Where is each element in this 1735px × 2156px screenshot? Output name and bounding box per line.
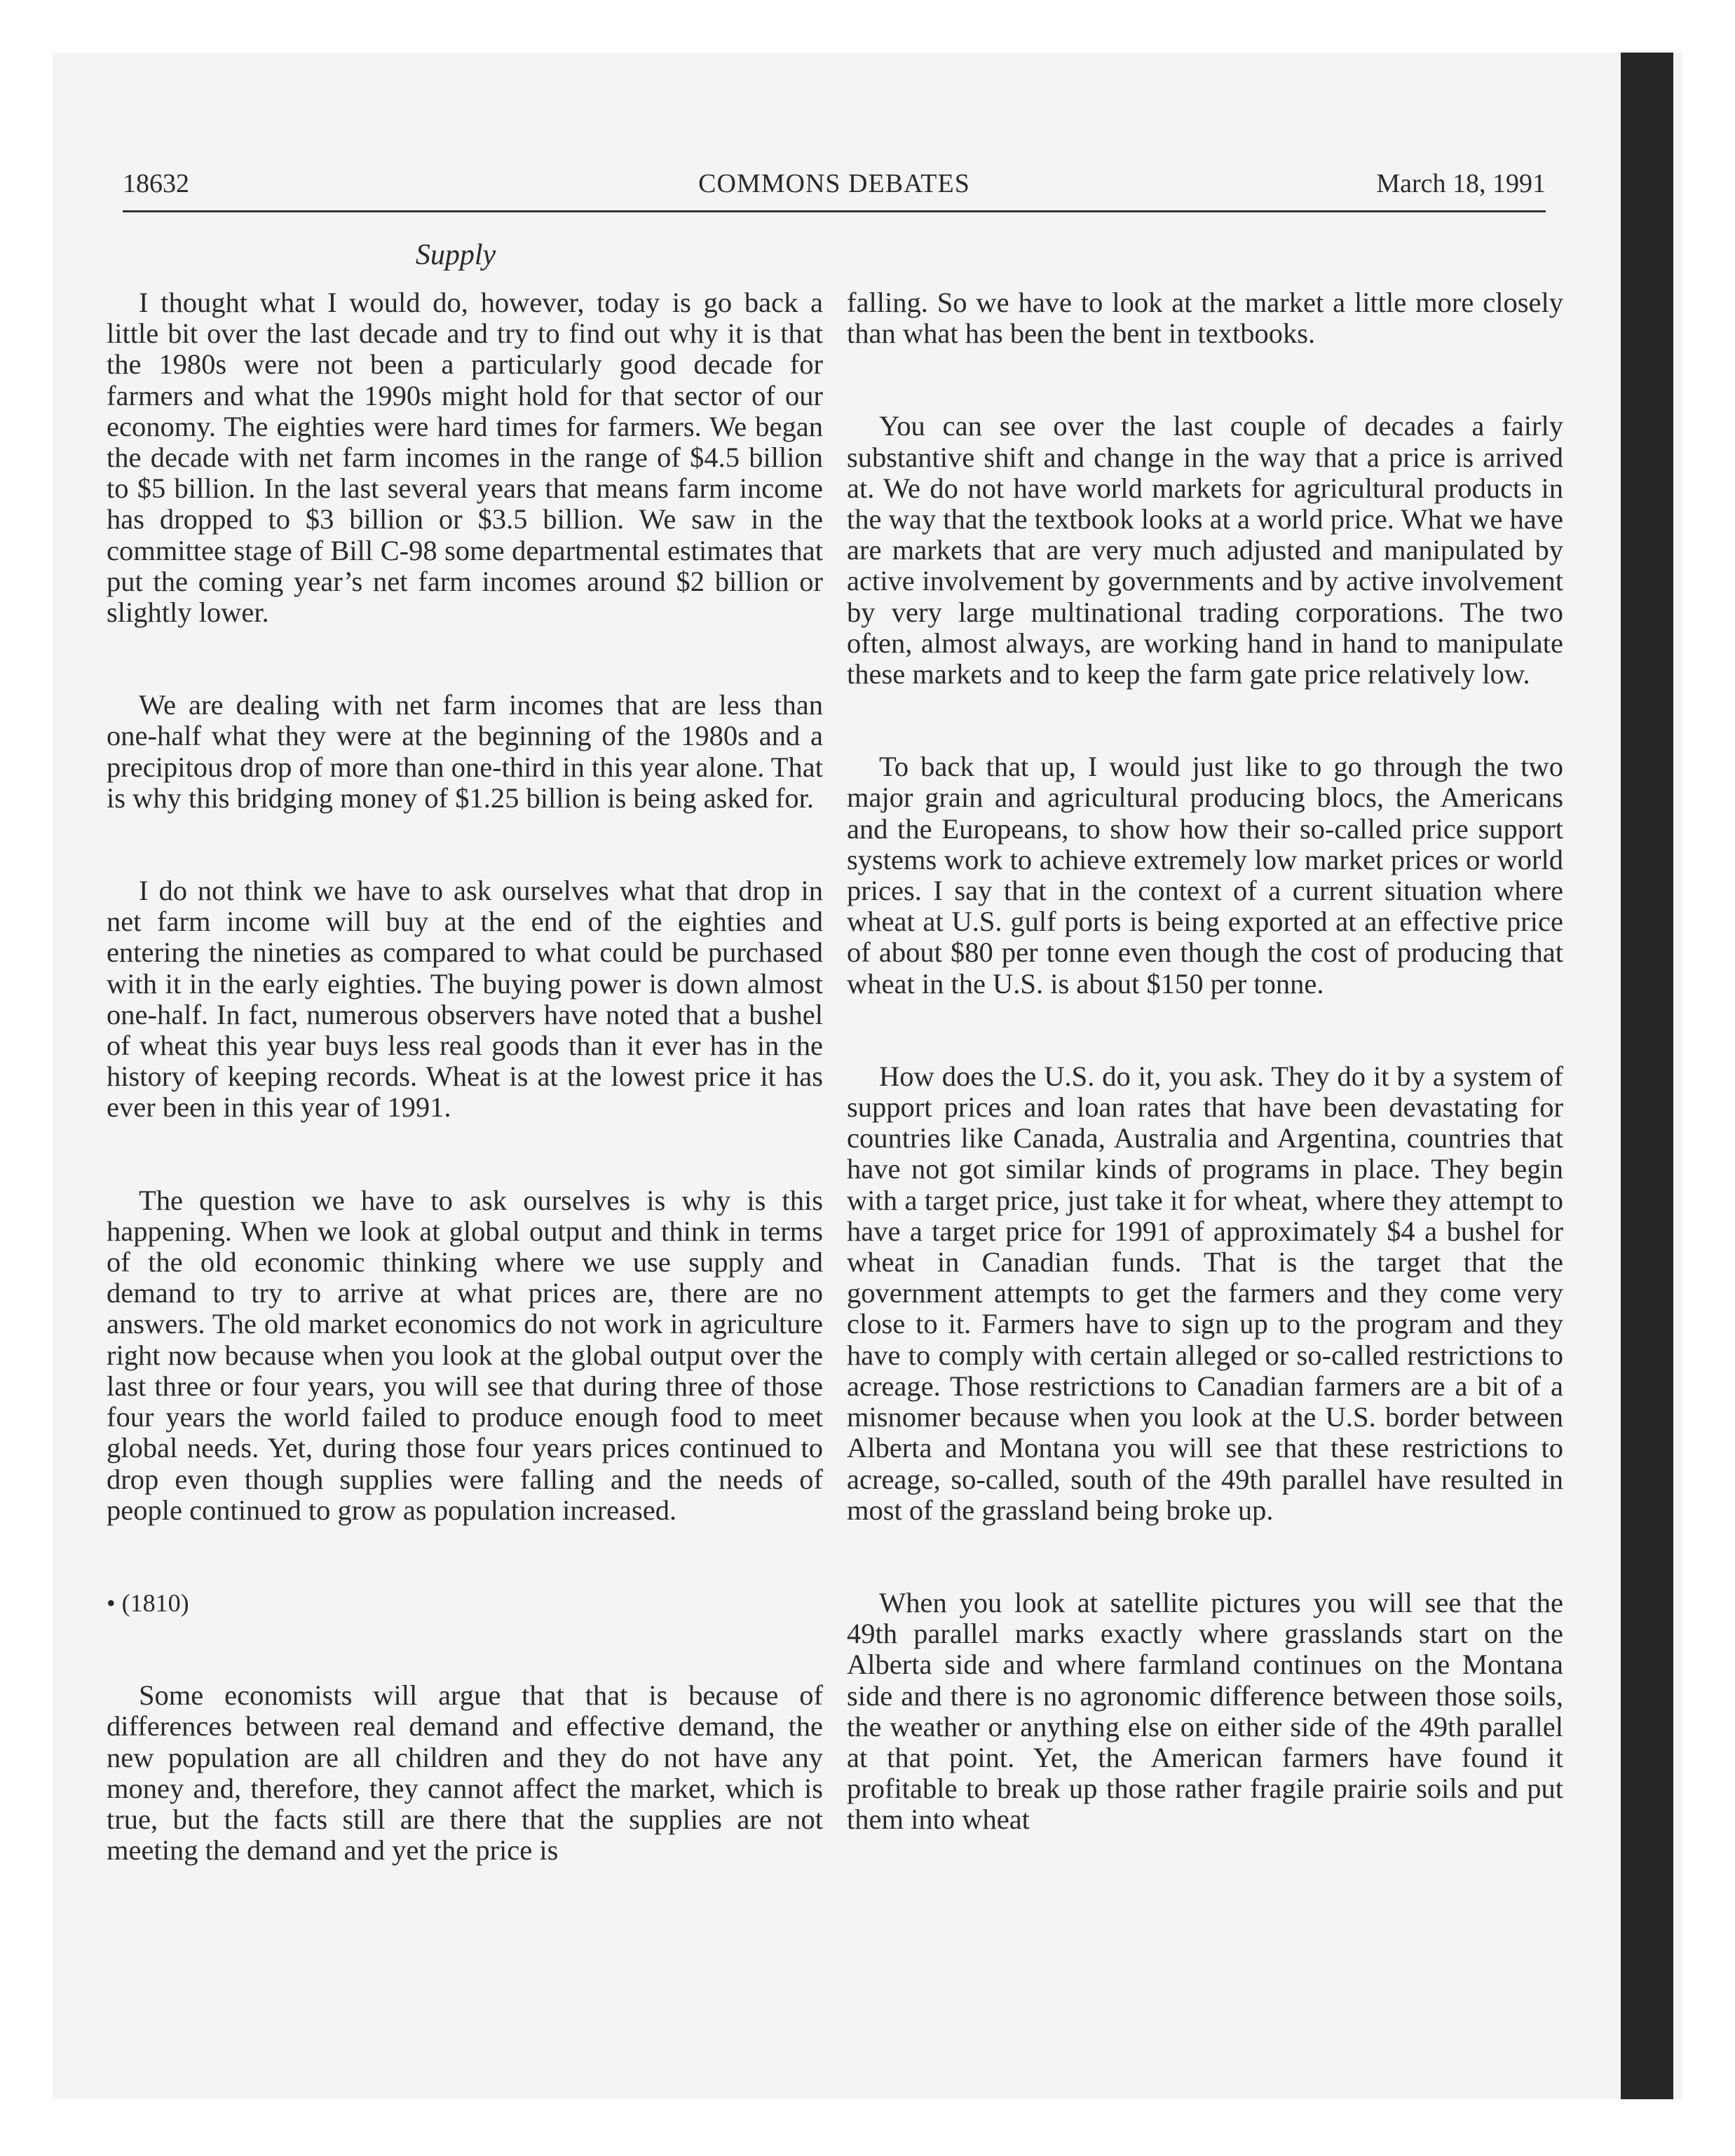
timestamp: • (1810) <box>107 1588 189 1617</box>
left-column <box>107 287 823 1928</box>
publication-title: COMMONS DEBATES <box>698 169 970 198</box>
paragraph: When you look at satellite pictures you will see that the 49th parallel marks exactly where grasslands start on the Alberta side and where farmland continues on the Montana side and there is no agronomic difference between those soils, the weather or anything else on either side of the 49th parallel at that point. Yet, the American farmers have found it profitable to break up those rather fragile prairie soils and put them into wheat <box>847 1586 1563 1836</box>
paragraph: We are dealing with net farm incomes that are less than one-half what they were at the beginning of the 1980s and a precipitous drop of more than one-third in this year alone. That is why this bridging money of $1.25 billion is being asked for. <box>107 689 823 814</box>
paragraph: I thought what I would do, however, today is go back a little bit over the last decade and try to find out why it is that the 1980s were not been a particularly good decade for farmers and what the 1990s might hold for that sector of our economy. The eighties were hard times for farmers. We began the decade with net farm incomes in the range of $4.5 billion to $5 billion. In the last several years that means farm income has dropped to $3 billion or $3.5 billion. We saw in the committee stage of Bill C-98 some departmental estimates that put the coming year’s net farm incomes around $2 billion or slightly lower. <box>107 287 823 629</box>
paragraph: How does the U.S. do it, you ask. They do it by a system of support prices and loan rates that have been devastating for countries like Canada, Australia and Argentina, countries that have not got similar kinds of programs in place. They begin with a target price, just take it for wheat, where they attempt to have a target price for 1991 of approximately $4 a bushel for wheat in Canadian funds. That is the target that the government attempts to get the farmers and they come very close to it. Farmers have to sign up to the program and they have to comply with certain alleged or so-called restrictions to acreage. Those restrictions to Canadian farmers are a bit of a misnomer because when you look at the U.S. border between Alberta and Montana you will see that these restrictions to acreage, so-called, south of the 49th parallel have resulted in most of the grassland being broke up. <box>847 1060 1563 1526</box>
paragraph: The question we have to ask ourselves is why is this happening. When we look at global output and think in terms of the old economic thinking where we use supply and demand to try to arrive at what prices are, there are no answers. The old market economics do not work in agriculture right now because when you look at the global output over the last three or four years, you will see that during three of those four years the world failed to produce enough food to meet global needs. Yet, during those four years prices continued to drop even though supplies were falling and the needs of people continued to grow as population increased. <box>107 1184 823 1526</box>
page-number: 18632 <box>123 169 189 198</box>
publication-date: March 18, 1991 <box>1376 169 1546 198</box>
paragraph: I do not think we have to ask ourselves what that drop in net farm income will buy at the end of the eighties and entering the nineties as compared to what could be purchased with it in the early eighties. The buying power is down almost one-half. In fact, numerous observers have noted that a bushel of wheat this year buys less real goods than it ever has in the history of keeping records. Wheat is at the lowest price it has ever been in this year of 1991. <box>107 875 823 1124</box>
paragraph: Some economists will argue that that is because of differences between real demand and effective demand, the new population are all children and they do not have any money and, therefore, they cannot affect the market, which is true, but the facts still are there that the supplies are not meeting the demand and yet the price is <box>107 1679 823 1867</box>
paragraph: You can see over the last couple of decades a fairly substantive shift and change in the way that a price is arrived at. We do not have world markets for agricultural products in the way that the textbook looks at a world price. What we have are markets that are very much adjusted and manipulated by active involvement by governments and by active involvement by very large multinational trading corporations. The two often, almost always, are working hand in hand to manipulate these markets and to keep the farm gate price relatively low. <box>847 410 1563 690</box>
scan-edge-bar <box>1621 53 1673 2099</box>
right-column <box>847 287 1563 1897</box>
paragraph: falling. So we have to look at the market a little more closely than what has been the bent in textbooks. <box>847 287 1563 350</box>
section-title: Supply <box>415 239 496 271</box>
page-header <box>123 167 1546 212</box>
paragraph: To back that up, I would just like to go through the two major grain and agricultural producing blocs, the Americans and the Europeans, to show how their so-called price support systems work to achieve extremely low market prices or world prices. I say that in the context of a current situation where wheat at U.S. gulf ports is being exported at an effective price of about $80 per tonne even though the cost of producing that wheat in the U.S. is about $150 per tonne. <box>847 751 1563 999</box>
